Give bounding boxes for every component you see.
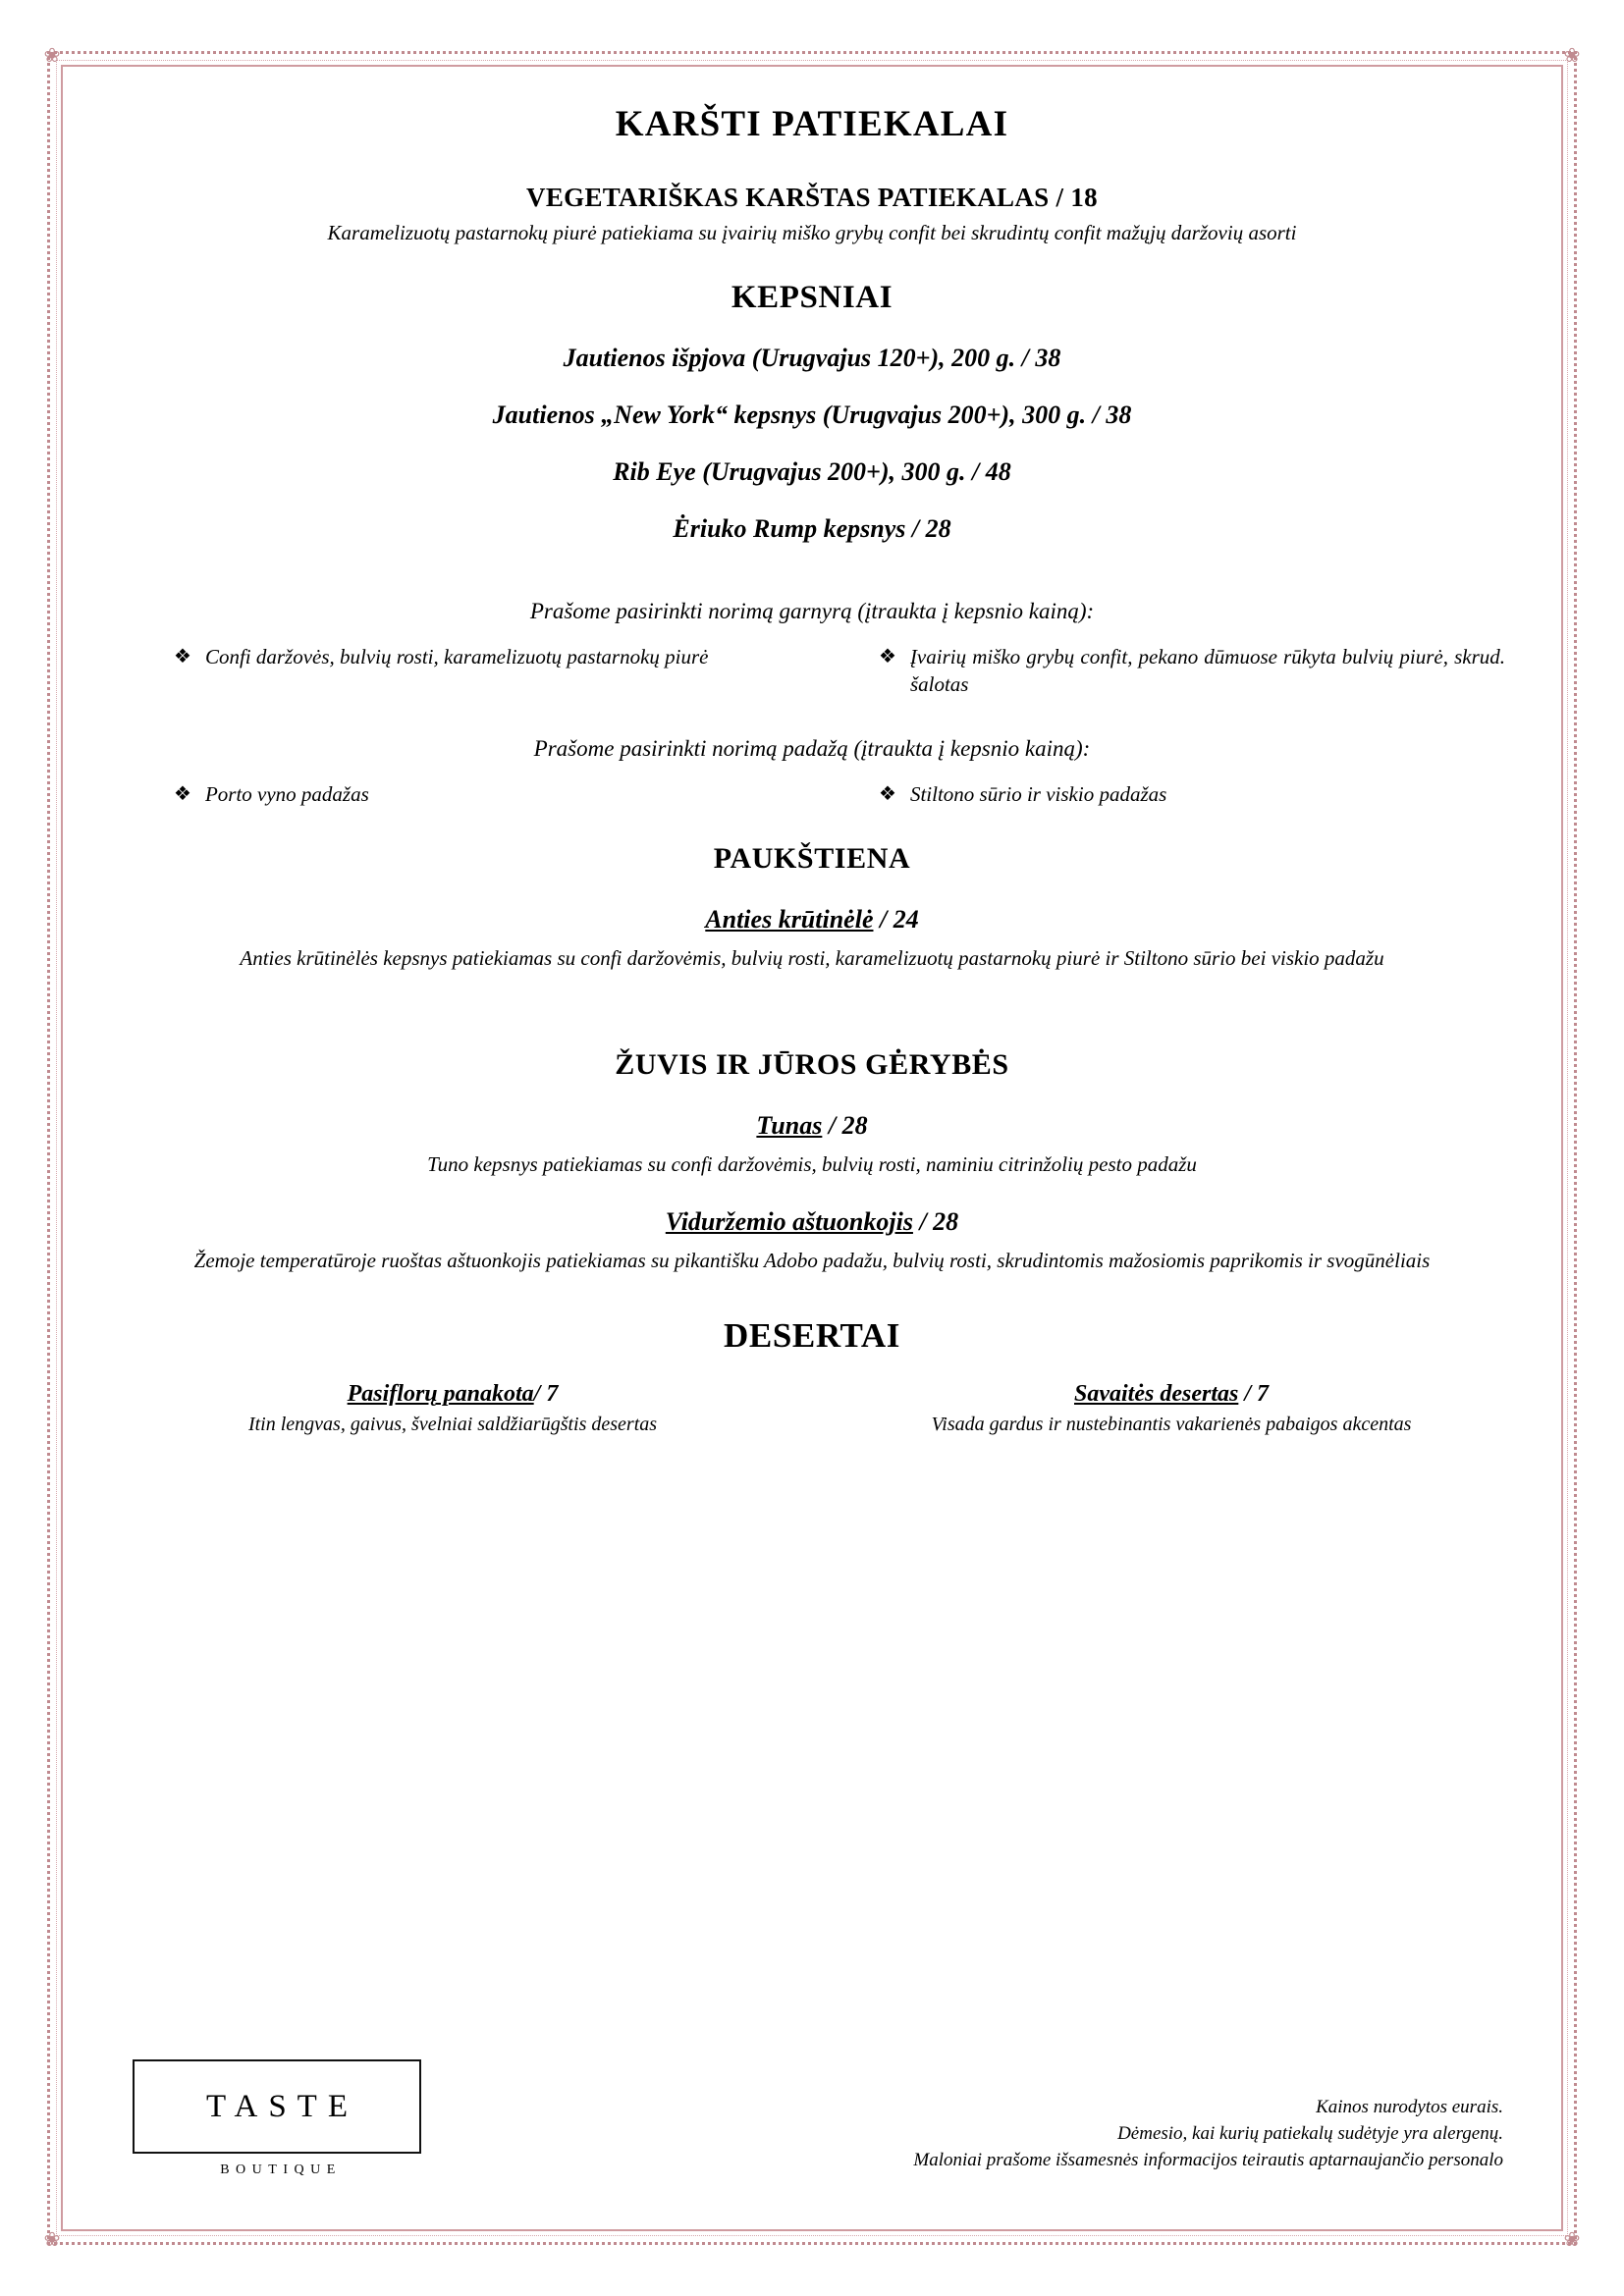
poultry-dish-title: Anties krūtinėlė: [705, 904, 874, 934]
footer-note-line: Dėmesio, kai kurių patiekalų sudėtyje yra alergenų.: [1117, 2123, 1503, 2145]
footer-note-line: Kainos nurodytos eurais.: [1316, 2097, 1503, 2118]
dessert-price: / 7: [1244, 1380, 1269, 1407]
dessert-item: [812, 1381, 1531, 1437]
seafood-dish-description: Tuno kepsnys patiekiamas su confi daržovėmis, bulvių rosti, naminiu citrinžolių pesto padažu: [427, 1151, 1197, 1176]
seafood-dish-description: Žemoje temperatūroje ruoštas aštuonkojis patiekiamas su pikantišku Adobo padažu, bulvių rosti, skrudintomis mažosiomis paprikomis ir svogūnėliais: [193, 1249, 1431, 1273]
footer-note-line: Maloniai prašome išsamesnės informacijos teirautis aptarnaujančio personalo: [913, 2150, 1503, 2171]
logo-subtitle: BOUTIQUE: [220, 2163, 342, 2177]
sauce-prompt: Prašome pasirinkti norimą padažą (įtraukta į kepsnio kainą):: [533, 735, 1091, 761]
grill-item: Ėriuko Rump kepsnys / 28: [673, 514, 951, 544]
diamond-bullet-icon: ❖: [174, 646, 191, 668]
sauce-option-label: Stiltono sūrio ir viskio padažas: [909, 781, 1167, 806]
poultry-dish-price: / 24: [879, 904, 919, 934]
vegetarian-dish-description: Karamelizuotų pastarnokų piurė patiekiama su įvairių miško grybų confit bei skrudintų confit mažųjų daržovių asorti: [327, 221, 1297, 244]
dessert-description: Visada gardus ir nustebinantis vakarienės pabaigos akcentas: [931, 1413, 1412, 1435]
brand-logo: [93, 2059, 423, 2178]
seafood-dish-title: Tunas: [756, 1110, 823, 1140]
vegetarian-dish-title: VEGETARIŠKAS KARŠTAS PATIEKALAS / 18: [526, 183, 1098, 212]
logo-wordmark: TASTE: [205, 2088, 358, 2124]
footer-notes: [913, 2095, 1531, 2178]
garnish-option-label: Confi daržovės, bulvių rosti, karamelizuotų pastarnokų piurė: [204, 645, 709, 669]
grill-item: Jautienos išpjova (Urugvajus 120+), 200 g. / 38: [563, 344, 1061, 373]
poultry-dish-description: Anties krūtinėlės kepsnys patiekiamas su confi daržovėmis, bulvių rosti, karamelizuotų pastarnokų piurė ir Stiltono sūrio bei viskio padažu: [240, 945, 1384, 970]
dessert-list: [93, 1381, 1531, 1437]
section-heading-kepsniai: KEPSNIAI: [731, 280, 893, 316]
seafood-dish-name: [93, 1207, 1531, 1237]
dessert-price: / 7: [533, 1380, 559, 1407]
corner-ornament-icon: ❀: [43, 2229, 61, 2251]
dessert-item: [93, 1381, 812, 1437]
dessert-description: Itin lengvas, gaivus, švelniai saldžiarūgštis desertas: [247, 1413, 658, 1435]
garnish-options: [93, 644, 1531, 698]
seafood-dish-price: / 28: [828, 1110, 868, 1140]
garnish-option: [93, 644, 812, 698]
page-title: KARŠTI PATIEKALAI: [615, 104, 1009, 144]
garnish-prompt: Prašome pasirinkti norimą garnyrą (įtraukta į kepsnio kainą):: [529, 599, 1095, 624]
diamond-bullet-icon: ❖: [879, 646, 896, 668]
corner-ornament-icon: ❀: [1563, 45, 1581, 67]
dessert-name: [93, 1381, 812, 1408]
page-footer: [93, 2059, 1531, 2178]
seafood-dish-title: Viduržemio aštuonkojis: [665, 1207, 913, 1237]
dessert-title: Savaitės desertas: [1074, 1380, 1239, 1407]
garnish-option: [812, 644, 1531, 698]
sauce-option-label: Porto vyno padažas: [204, 781, 369, 806]
diamond-bullet-icon: ❖: [879, 782, 896, 805]
poultry-dish-name: [93, 905, 1531, 934]
grill-item: Rib Eye (Urugvajus 200+), 300 g. / 48: [613, 457, 1011, 487]
logo-frame: [133, 2059, 421, 2154]
garnish-option-label: Įvairių miško grybų confit, pekano dūmuose rūkyta bulvių piurė, skrud. šalotas: [909, 645, 1505, 697]
diamond-bullet-icon: ❖: [174, 782, 191, 805]
section-heading-zuvis: ŽUVIS IR JŪROS GĖRYBĖS: [615, 1047, 1009, 1081]
dessert-title: Pasiflorų panakota: [347, 1380, 534, 1407]
corner-ornament-icon: ❀: [43, 45, 61, 67]
section-heading-desertai: DESERTAI: [724, 1315, 900, 1355]
menu-content: [93, 88, 1531, 1437]
seafood-dish-name: [93, 1111, 1531, 1141]
dessert-name: [812, 1381, 1531, 1408]
grill-item: Jautienos „New York“ kepsnys (Urugvajus 200+), 300 g. / 38: [492, 400, 1132, 430]
corner-ornament-icon: ❀: [1563, 2229, 1581, 2251]
sauce-option: [812, 781, 1531, 809]
sauce-options: [93, 781, 1531, 809]
section-heading-paukstiena: PAUKŠTIENA: [713, 841, 911, 875]
seafood-dish-price: / 28: [919, 1207, 959, 1237]
sauce-option: [93, 781, 812, 809]
